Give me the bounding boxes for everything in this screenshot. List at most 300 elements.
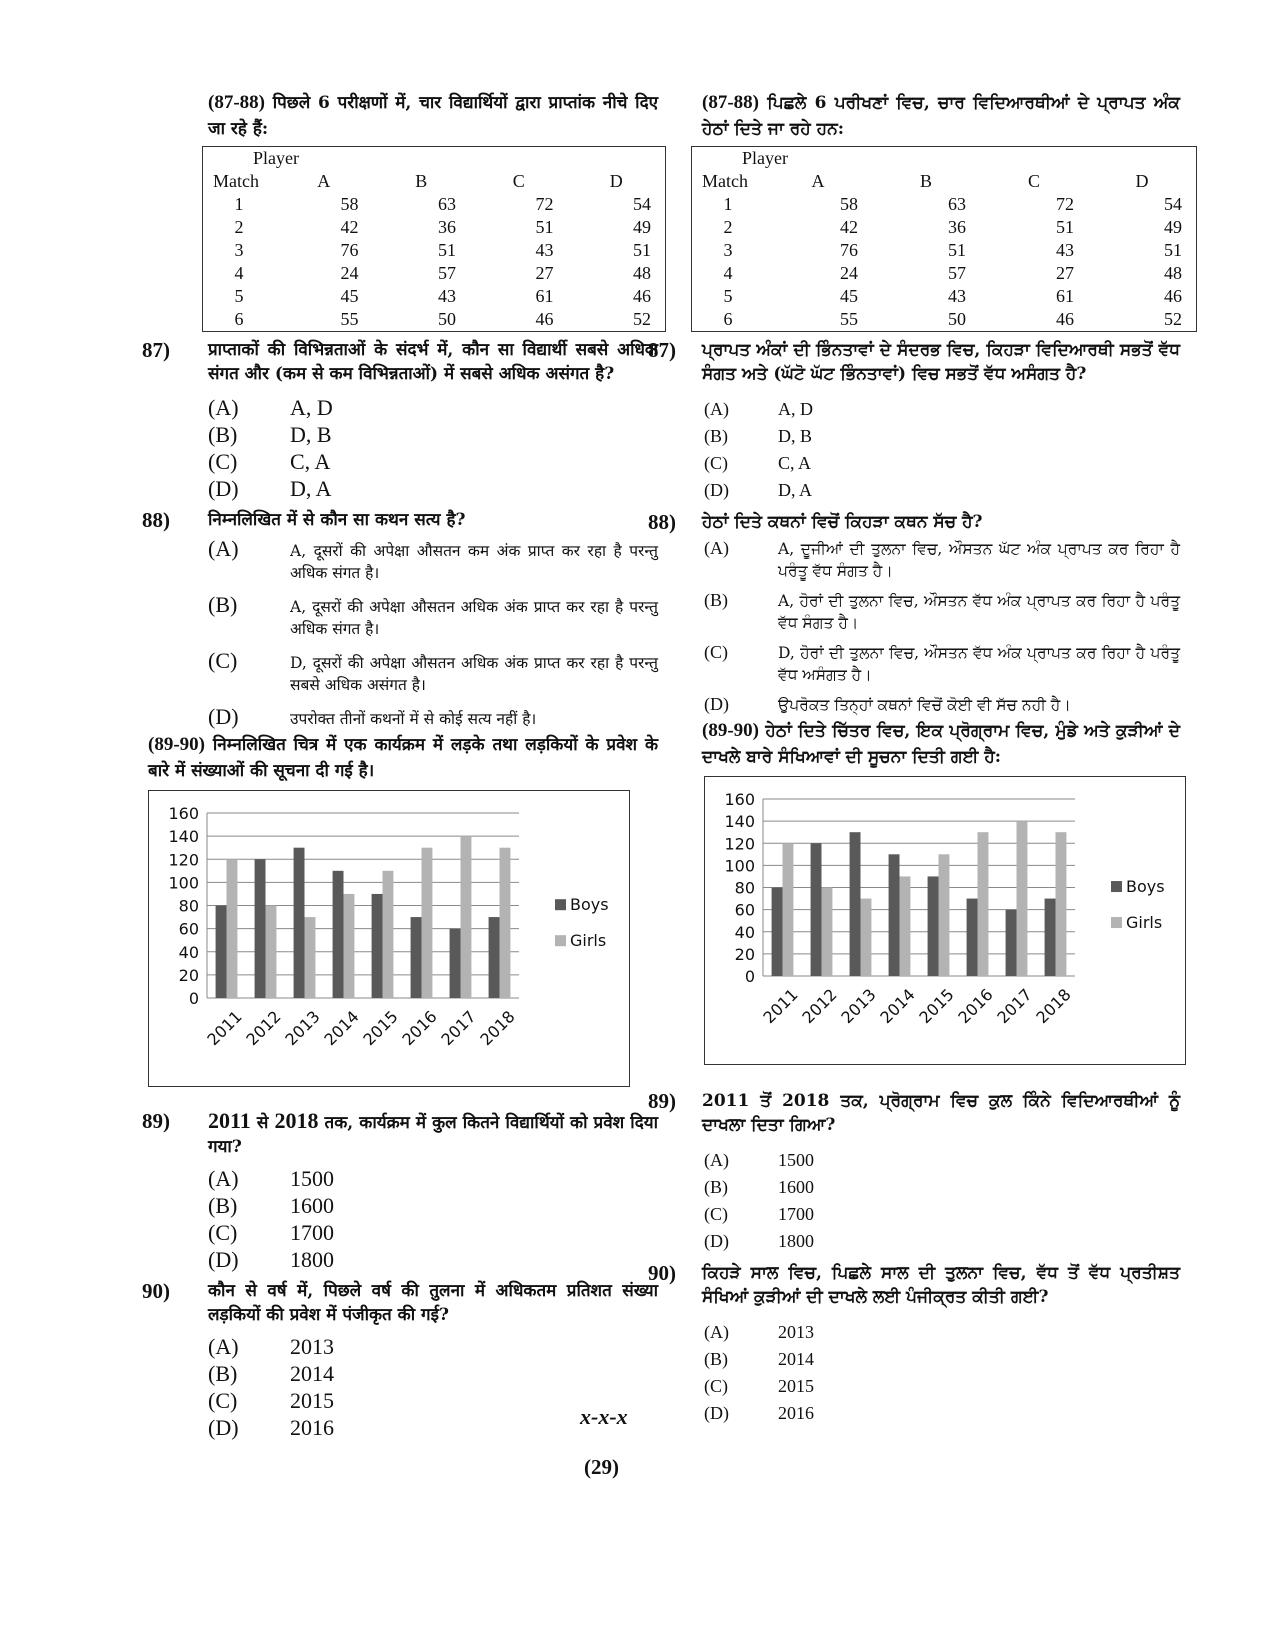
q89-rest: तक, कार्यक्रम में कुल कितने विद्यार्थियों को प्रवेश दिया गया? — [208, 1113, 658, 1157]
legend-swatch — [555, 899, 566, 910]
match-cell: 3 — [234, 240, 244, 260]
x-tick-label: 2013 — [281, 1006, 324, 1050]
year-end: 2018 — [274, 1108, 319, 1133]
question-number: 90) — [142, 1279, 170, 1303]
score-cell: 58 — [340, 194, 359, 214]
x-tick-label: 2018 — [1032, 984, 1075, 1028]
option-label: (A) — [208, 395, 239, 420]
match-cell: 6 — [723, 309, 733, 329]
bar-girls — [305, 917, 316, 998]
col-header: C — [512, 171, 525, 191]
bar-girls — [900, 876, 911, 976]
option-value: 1600 — [778, 1177, 814, 1197]
table-row — [692, 285, 1196, 308]
option-c[interactable] — [148, 1219, 658, 1246]
option-label: (C) — [704, 1204, 728, 1224]
option-value: D, A — [290, 476, 332, 501]
score-cell: 46 — [1164, 286, 1182, 306]
score-cell: 54 — [633, 194, 651, 214]
score-cell: 43 — [948, 286, 966, 306]
enrollment-chart — [148, 790, 630, 1087]
col-header: A — [317, 171, 331, 191]
score-cell: 55 — [340, 309, 359, 329]
intro-range: (87-88) — [702, 92, 759, 113]
legend-label: Boys — [1126, 877, 1165, 897]
score-cell: 63 — [438, 194, 456, 214]
option-label: (C) — [208, 648, 238, 673]
score-cell: 58 — [840, 194, 858, 214]
option-value: 2016 — [778, 1403, 814, 1423]
option-label: (D) — [704, 480, 729, 500]
question-88 — [648, 510, 1180, 716]
score-cell: 72 — [535, 194, 554, 214]
option-a[interactable] — [148, 1333, 658, 1360]
option-value: 1800 — [290, 1247, 334, 1272]
option-label: (A) — [208, 1334, 239, 1359]
y-tick-label: 100 — [168, 873, 199, 893]
option-value: D, दूसरों की अपेक्षा औसतन अधिक अंक प्राप्त कर रहा है परन्तु सबसे अधिक असंगत है। — [290, 654, 658, 694]
question-number: 88) — [648, 510, 676, 534]
punjabi-column — [648, 90, 1182, 1427]
option-c[interactable] — [148, 448, 658, 475]
intro-range: (89-90) — [702, 720, 759, 741]
bar-boys — [294, 848, 305, 998]
option-label: (C) — [208, 449, 238, 474]
match-cell: 4 — [234, 263, 244, 283]
question-number: 90) — [648, 1261, 676, 1285]
table-row — [692, 308, 1196, 331]
option-label: (C) — [208, 1388, 238, 1413]
match-cell: 4 — [723, 263, 733, 283]
option-value: 1600 — [290, 1193, 334, 1218]
match-cell: 3 — [723, 240, 733, 260]
table-row — [203, 193, 665, 216]
option-b[interactable] — [658, 1174, 1180, 1201]
score-cell: 36 — [948, 217, 966, 237]
end-mark: x-x-x — [580, 1404, 628, 1429]
question-87 — [648, 338, 1180, 504]
bar-boys — [772, 888, 783, 977]
bar-girls — [344, 894, 355, 998]
option-b[interactable] — [148, 1192, 658, 1219]
intro-87-88 — [148, 90, 658, 142]
table-row — [203, 308, 665, 331]
bar-boys — [216, 906, 227, 999]
y-tick-label: 40 — [178, 942, 199, 962]
intro-text: निम्नलिखित चित्र में एक कार्यक्रम में लड़के तथा लड़कियों के प्रवेश के बारे में संख्याओं की सूचना दी गई है। — [148, 735, 659, 781]
option-value: A, D — [290, 395, 333, 420]
table-row — [203, 262, 665, 285]
option-value: C, A — [290, 449, 331, 474]
y-tick-label: 20 — [178, 965, 199, 985]
x-tick-label: 2014 — [320, 1006, 363, 1050]
legend-label: Girls — [570, 931, 607, 951]
table-body — [692, 193, 1196, 331]
score-cell: 61 — [1056, 286, 1074, 306]
bar-boys — [967, 899, 978, 976]
option-c[interactable] — [148, 648, 658, 696]
legend-swatch — [1111, 881, 1122, 892]
score-cell: 43 — [438, 286, 456, 306]
bar-boys — [889, 854, 900, 976]
y-tick-label: 60 — [178, 919, 199, 939]
option-label: (D) — [704, 1231, 729, 1251]
option-label: (B) — [704, 426, 728, 446]
option-b[interactable] — [658, 590, 1180, 634]
option-a[interactable] — [148, 536, 658, 584]
question-text: प्राप्ताकों की विभिन्नताओं के संदर्भ में, कौन सा विद्यार्थी सबसे अधिक संगत और (कम से कम विभिन्नताओं) में सबसे अधिक असंगत है? — [208, 340, 658, 384]
option-d[interactable] — [658, 694, 1180, 716]
score-cell: 52 — [633, 309, 651, 329]
x-tick-label: 2015 — [359, 1006, 402, 1050]
col-header: A — [811, 171, 825, 191]
question-89 — [648, 1089, 1180, 1255]
option-label: (B) — [208, 1361, 238, 1386]
score-cell: 27 — [535, 263, 554, 283]
question-text: निम्नलिखित में से कौन सा कथन सत्य है? — [208, 510, 466, 530]
option-b[interactable] — [148, 421, 658, 448]
option-value: 2013 — [290, 1334, 334, 1359]
bar-girls — [383, 871, 394, 998]
bar-girls — [1017, 821, 1028, 976]
q89-connector: से — [256, 1113, 269, 1133]
y-tick-label: 120 — [724, 834, 755, 854]
option-label: (D) — [208, 1415, 239, 1440]
question-text: ਕਿਹੜੇ ਸਾਲ ਵਿਚ, ਪਿਛਲੇ ਸਾਲ ਦੀ ਤੁਲਨਾ ਵਿਚ, ਵੱਧ ਤੋਂ ਵੱਧ ਪ੍ਰਤੀਸ਼ਤ ਸੰਖਿਆਂ ਕੁੜੀਆਂ ਦੀ ਦਾਖਲੇ ਲਈ ਪੰਜੀਕ੍ਰਤ ਕੀਤੀ ਗਈ? — [702, 1263, 1180, 1307]
question-number: 88) — [142, 508, 170, 532]
table-row — [203, 285, 665, 308]
score-cell: 52 — [1164, 309, 1182, 329]
option-c[interactable] — [658, 1201, 1180, 1228]
x-tick-label: 2011 — [759, 984, 802, 1028]
legend-swatch — [1111, 917, 1122, 928]
question-89 — [142, 1108, 658, 1273]
table-row — [692, 262, 1196, 285]
bar-boys — [1006, 910, 1017, 976]
score-cell: 50 — [438, 309, 456, 329]
score-cell: 51 — [1056, 217, 1074, 237]
col-header: D — [1135, 171, 1149, 191]
x-tick-label: 2011 — [203, 1006, 246, 1050]
bar-girls — [822, 888, 833, 977]
col-header: D — [609, 171, 623, 191]
x-tick-label: 2015 — [915, 984, 958, 1028]
x-tick-label: 2016 — [398, 1006, 441, 1050]
x-tick-label: 2013 — [837, 984, 880, 1028]
question-88 — [142, 508, 658, 730]
option-value: 2014 — [778, 1349, 814, 1369]
player-header: Player — [253, 148, 299, 168]
table-row — [203, 239, 665, 262]
option-value: D, B — [778, 426, 813, 446]
option-label: (D) — [704, 1403, 729, 1423]
col-header: C — [1027, 171, 1040, 191]
bar-boys — [1045, 899, 1056, 976]
legend-label: Boys — [570, 895, 609, 915]
table-row — [692, 193, 1196, 216]
score-cell: 51 — [633, 240, 651, 260]
option-label: (A) — [208, 1166, 239, 1191]
option-value: 1500 — [290, 1166, 334, 1191]
option-value: 1700 — [778, 1204, 814, 1224]
option-b[interactable] — [658, 423, 1180, 450]
option-label: (B) — [704, 1349, 728, 1369]
intro-range: (87-88) — [208, 92, 265, 113]
bar-girls — [861, 899, 872, 976]
bar-boys — [255, 859, 266, 998]
x-tick-label: 2018 — [476, 1006, 519, 1050]
option-label: (B) — [208, 592, 238, 617]
intro-89-90 — [148, 732, 658, 784]
score-cell: 42 — [840, 217, 858, 237]
y-tick-label: 0 — [744, 967, 755, 986]
score-cell: 42 — [340, 217, 359, 237]
score-cell: 27 — [1056, 263, 1074, 283]
page-number: (29) — [584, 1455, 619, 1479]
year-start: 2011 — [208, 1108, 251, 1133]
option-value: 2016 — [290, 1415, 334, 1440]
option-value: उपरोक्त तीनों कथनों में से कोई सत्य नहीं है। — [290, 710, 537, 728]
score-cell: 54 — [1164, 194, 1182, 214]
score-cell: 57 — [438, 263, 456, 283]
question-number: 87) — [648, 338, 676, 362]
bar-girls — [500, 848, 511, 998]
match-header: Match — [702, 171, 748, 191]
option-value: A, दूसरों की अपेक्षा औसतन कम अंक प्राप्त कर रहा है परन्तु अधिक संगत है। — [290, 542, 658, 582]
option-label: (A) — [704, 1322, 729, 1342]
option-value: 2014 — [290, 1361, 334, 1386]
option-label: (B) — [704, 1177, 728, 1197]
score-cell: 51 — [438, 240, 456, 260]
intro-87-88 — [658, 90, 1180, 142]
score-cell: 45 — [340, 286, 359, 306]
bar-girls — [422, 848, 433, 998]
bar-girls — [227, 859, 238, 998]
score-cell: 63 — [948, 194, 966, 214]
score-cell: 57 — [948, 263, 966, 283]
match-cell: 2 — [723, 217, 733, 237]
x-tick-label: 2016 — [954, 984, 997, 1028]
y-tick-label: 80 — [178, 896, 199, 916]
score-cell: 24 — [340, 263, 359, 283]
question-number: 89) — [648, 1089, 676, 1113]
option-value: C, A — [778, 453, 812, 473]
y-tick-label: 100 — [724, 856, 755, 876]
option-value: A, D — [778, 399, 813, 419]
option-c[interactable] — [658, 1373, 1180, 1400]
option-a[interactable] — [658, 396, 1180, 423]
bar-boys — [850, 832, 861, 976]
bar-boys — [489, 917, 500, 998]
score-cell: 51 — [535, 217, 554, 237]
score-cell: 76 — [840, 240, 858, 260]
question-text — [148, 1109, 658, 1159]
x-tick-label: 2017 — [993, 984, 1036, 1028]
option-a[interactable] — [658, 1319, 1180, 1346]
score-cell: 48 — [633, 263, 651, 283]
option-value: 1800 — [778, 1231, 814, 1251]
option-label: (A) — [208, 536, 239, 561]
bar-girls — [461, 836, 472, 998]
option-label: (C) — [704, 642, 728, 662]
score-cell: 45 — [840, 286, 858, 306]
option-a[interactable] — [148, 1165, 658, 1192]
table-row — [692, 216, 1196, 239]
intro-range: (89-90) — [148, 734, 205, 755]
bar-chart-svg — [149, 791, 629, 1086]
option-label: (A) — [704, 1150, 729, 1170]
option-value: A, दूसरों की अपेक्षा औसतन अधिक अंक प्राप्त कर रहा है परन्तु अधिक संगत है। — [290, 598, 658, 638]
question-90 — [648, 1261, 1180, 1427]
question-number: 89) — [142, 1109, 170, 1133]
intro-text: ਪਿਛਲੇ 6 ਪਰੀਖਣਾਂ ਵਿਚ, ਚਾਰ ਵਿਦਿਆਰਥੀਆਂ ਦੇ ਪ੍ਰਾਪਤ ਅੰਕ ਹੇਠਾਂ ਦਿਤੇ ਜਾ ਰਹੇ ਹਨ: — [702, 93, 1180, 139]
question-text: 2011 ਤੋਂ 2018 ਤਕ, ਪ੍ਰੋਗ੍ਰਾਮ ਵਿਚ ਕੁਲ ਕਿੰਨੇ ਵਿਦਿਆਰਥੀਆਂ ਨੂੰ ਦਾਖਲਾ ਦਿਤਾ ਗਿਆ? — [702, 1091, 1180, 1135]
score-cell: 43 — [1056, 240, 1074, 260]
match-cell: 6 — [234, 309, 244, 329]
bar-girls — [266, 906, 277, 999]
y-tick-label: 80 — [734, 878, 755, 898]
y-tick-label: 60 — [734, 900, 755, 920]
y-tick-label: 140 — [724, 812, 755, 832]
match-cell: 1 — [234, 194, 244, 214]
score-cell: 76 — [340, 240, 359, 260]
scores-table — [202, 146, 666, 332]
match-cell: 1 — [723, 194, 733, 214]
intro-text: ਹੇਠਾਂ ਦਿਤੇ ਚਿੱਤਰ ਵਿਚ, ਇਕ ਪ੍ਰੋਗ੍ਰਾਮ ਵਿਚ, ਮੁੰਡੇ ਅਤੇ ਕੁੜੀਆਂ ਦੇ ਦਾਖਲੇ ਬਾਰੇ ਸੰਖਿਆਵਾਂ ਦੀ ਸੂਚਨਾ ਦਿਤੀ ਗਈ ਹੈ: — [702, 721, 1180, 767]
option-a[interactable] — [658, 1147, 1180, 1174]
option-label: (B) — [704, 590, 728, 610]
option-b[interactable] — [148, 1360, 658, 1387]
bar-boys — [811, 843, 822, 976]
option-d[interactable] — [658, 1400, 1180, 1427]
option-a[interactable] — [148, 394, 658, 421]
match-cell: 5 — [234, 286, 244, 306]
bar-boys — [411, 917, 422, 998]
option-value: 1500 — [778, 1150, 814, 1170]
option-c[interactable] — [658, 450, 1180, 477]
score-cell: 61 — [535, 286, 554, 306]
legend-label: Girls — [1126, 913, 1163, 933]
bar-boys — [928, 876, 939, 976]
bar-girls — [1056, 832, 1067, 976]
x-tick-label: 2014 — [876, 984, 919, 1028]
bar-girls — [939, 854, 950, 976]
option-label: (D) — [208, 1247, 239, 1272]
question-text: ਹੇਠਾਂ ਦਿਤੇ ਕਥਨਾਂ ਵਿਚੋਂ ਕਿਹੜਾ ਕਥਨ ਸੱਚ ਹੈ? — [702, 512, 983, 532]
question-text: कौन से वर्ष में, पिछले वर्ष की तुलना में अधिकतम प्रतिशत संख्या लड़कियों की प्रवेश में पंजीकृत की गई? — [208, 1281, 658, 1325]
match-cell: 5 — [723, 286, 733, 306]
table-row — [692, 239, 1196, 262]
option-label: (C) — [208, 1220, 238, 1245]
option-label: (D) — [704, 694, 729, 714]
option-value: A, ਦੂਜੀਆਂ ਦੀ ਤੁਲਨਾ ਵਿਚ, ਔਸਤਨ ਘੱਟ ਅੰਕ ਪ੍ਰਾਪਤ ਕਰ ਰਿਹਾ ਹੈ ਪਰੰਤੂ ਵੱਧ ਸੰਗਤ ਹੈ। — [778, 540, 1180, 580]
option-d[interactable] — [148, 704, 658, 730]
score-cell: 46 — [535, 309, 554, 329]
score-cell: 51 — [948, 240, 966, 260]
option-d[interactable] — [658, 477, 1180, 504]
score-cell: 72 — [1056, 194, 1074, 214]
y-tick-label: 40 — [734, 922, 755, 942]
option-d[interactable] — [148, 1246, 658, 1273]
col-header: B — [919, 171, 932, 191]
bar-girls — [978, 832, 989, 976]
table-row — [203, 216, 665, 239]
y-tick-label: 0 — [188, 989, 199, 1008]
option-d[interactable] — [658, 1228, 1180, 1255]
bar-boys — [372, 894, 383, 998]
player-header: Player — [742, 148, 788, 168]
option-value: 2015 — [290, 1388, 334, 1413]
x-tick-label: 2017 — [437, 1006, 480, 1050]
col-header: B — [415, 171, 428, 191]
score-cell: 49 — [1164, 217, 1182, 237]
y-tick-label: 120 — [168, 850, 199, 870]
score-cell: 50 — [948, 309, 966, 329]
score-cell: 36 — [438, 217, 456, 237]
score-cell: 43 — [535, 240, 554, 260]
bar-girls — [783, 843, 794, 976]
option-label: (B) — [208, 1193, 238, 1218]
y-tick-label: 160 — [168, 804, 199, 823]
y-tick-label: 140 — [168, 827, 199, 847]
score-cell: 49 — [633, 217, 651, 237]
x-tick-label: 2012 — [798, 984, 841, 1028]
option-label: (D) — [208, 704, 239, 729]
option-c[interactable] — [658, 642, 1180, 686]
option-value: 2015 — [778, 1376, 814, 1396]
legend-swatch — [555, 935, 566, 946]
option-value: D, A — [778, 480, 813, 500]
score-cell: 51 — [1164, 240, 1182, 260]
question-87 — [142, 338, 658, 502]
option-label: (D) — [208, 476, 239, 501]
hindi-column — [142, 90, 659, 1441]
score-cell: 48 — [1164, 263, 1182, 283]
score-cell: 55 — [840, 309, 858, 329]
score-cell: 46 — [1056, 309, 1074, 329]
score-cell: 46 — [633, 286, 651, 306]
question-number: 87) — [142, 338, 170, 362]
table-body — [203, 193, 665, 331]
option-d[interactable] — [148, 475, 658, 502]
bar-chart-svg — [705, 777, 1185, 1064]
option-a[interactable] — [658, 538, 1180, 582]
option-label: (B) — [208, 422, 238, 447]
y-tick-label: 20 — [734, 944, 755, 964]
x-tick-label: 2012 — [242, 1006, 285, 1050]
y-tick-label: 160 — [724, 790, 755, 809]
score-cell: 24 — [840, 263, 858, 283]
option-value: ਉਪਰੋਕਤ ਤਿਨ੍ਹਾਂ ਕਥਨਾਂ ਵਿਚੋਂ ਕੋਈ ਵੀ ਸੱਚ ਨਹੀ ਹੈ। — [778, 696, 1071, 714]
match-header: Match — [213, 171, 259, 191]
intro-text: पिछले 6 परीक्षणों में, चार विद्यार्थियों द्वारा प्राप्तांक नीचे दिए जा रहे हैं: — [208, 93, 658, 139]
bar-boys — [333, 871, 344, 998]
option-value: D, ਹੋਰਾਂ ਦੀ ਤੁਲਨਾ ਵਿਚ, ਔਸਤਨ ਵੱਧ ਅੰਕ ਪ੍ਰਾਪਤ ਕਰ ਰਿਹਾ ਹੈ ਪਰੰਤੂ ਵੱਧ ਅਸੰਗਤ ਹੈ। — [778, 644, 1180, 684]
option-value: A, ਹੋਰਾਂ ਦੀ ਤੁਲਨਾ ਵਿਚ, ਔਸਤਨ ਵੱਧ ਅੰਕ ਪ੍ਰਾਪਤ ਕਰ ਰਿਹਾ ਹੈ ਪਰੰਤੂ ਵੱਧ ਸੰਗਤ ਹੈ। — [778, 592, 1180, 632]
option-label: (A) — [704, 538, 729, 558]
bar-boys — [450, 929, 461, 998]
option-b[interactable] — [658, 1346, 1180, 1373]
match-cell: 2 — [234, 217, 244, 237]
question-text: ਪ੍ਰਾਪਤ ਅੰਕਾਂ ਦੀ ਭਿੰਨਤਾਵਾਂ ਦੇ ਸੰਦਰਭ ਵਿਚ, ਕਿਹੜਾ ਵਿਦਿਆਰਥੀ ਸਭਤੋਂ ਵੱਧ ਸੰਗਤ ਅਤੇ (ਘੱਟੋ ਘੱਟ ਭਿੰਨਤਾਵਾਂ) ਵਿਚ ਸਭਤੋਂ ਵੱਧ ਅਸੰਗਤ ਹੈ? — [702, 340, 1180, 384]
option-b[interactable] — [148, 592, 658, 640]
intro-89-90 — [658, 718, 1180, 770]
option-value: D, B — [290, 422, 332, 447]
option-value: 1700 — [290, 1220, 334, 1245]
scores-table — [691, 146, 1197, 332]
option-value: 2013 — [778, 1322, 814, 1342]
option-label: (C) — [704, 453, 728, 473]
